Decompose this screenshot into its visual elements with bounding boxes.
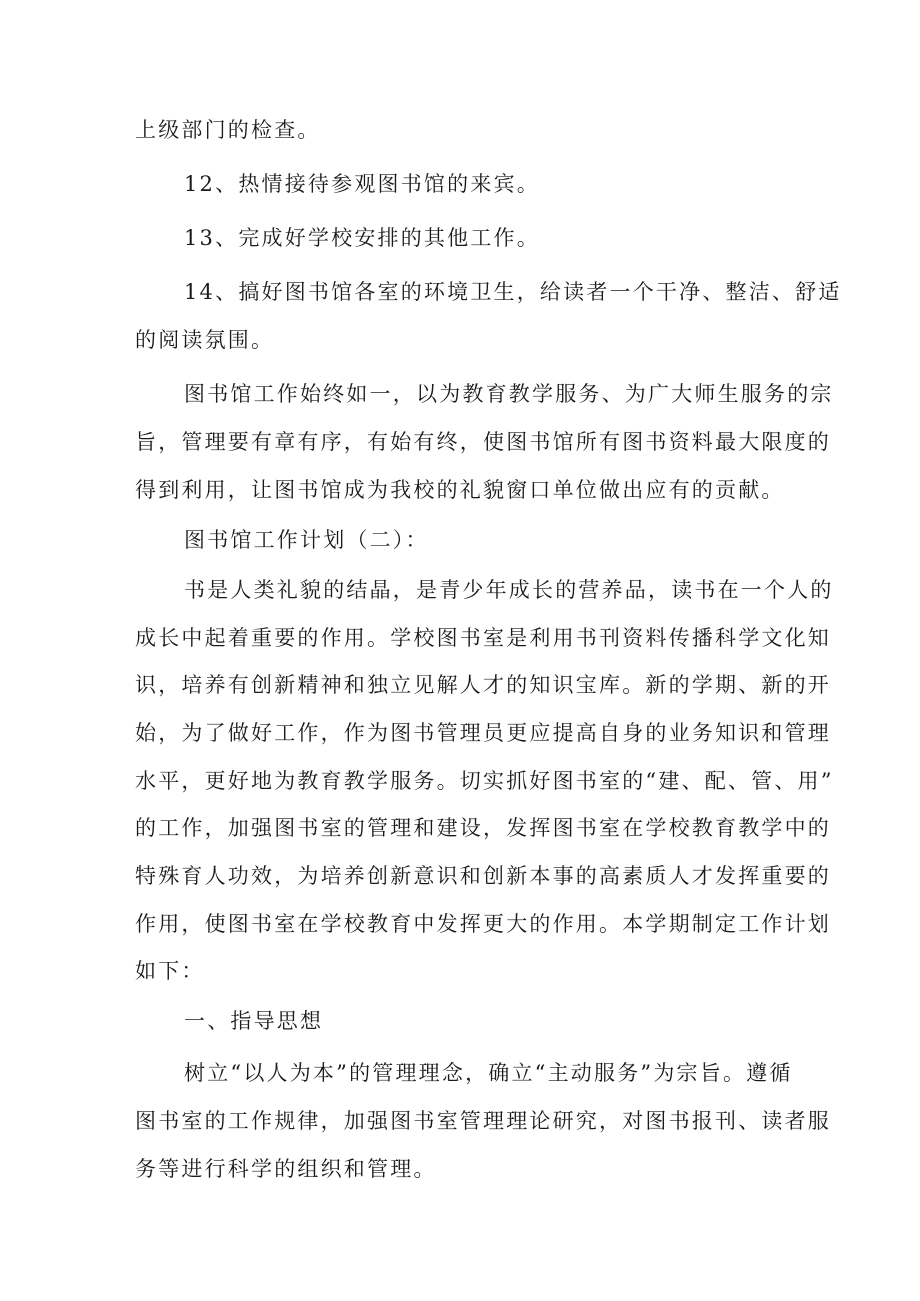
text-line: 始，为了做好工作，作为图书管理员更应提高自身的业务知识和管理: [135, 721, 831, 745]
section-heading: 图书馆工作计划（二）：: [184, 528, 429, 552]
section-heading: 一、指导思想: [184, 1009, 324, 1033]
text-line: 的工作，加强图书室的管理和建设，发挥图书室在学校教育教学中的: [135, 816, 831, 840]
text-line: 水平，更好地为教育教学服务。切实抓好图书室的“建、配、管、用”: [135, 769, 834, 793]
text-line: 成长中起着重要的作用。学校图书室是利用书刊资料传播科学文化知: [135, 626, 831, 650]
text-line: 上级部门的检查。: [135, 118, 321, 142]
text-line: 14、搞好图书馆各室的环境卫生，给读者一个干净、整洁、舒适: [184, 280, 842, 304]
text-line: 作用，使图书室在学校教育中发挥更大的作用。本学期制定工作计划: [135, 912, 831, 936]
text-line: 12、热情接待参观图书馆的来宾。: [184, 172, 540, 196]
text-line: 树立“以人为本”的管理理念，确立“主动服务”为宗旨。遵循: [184, 1061, 793, 1085]
text-line: 得到利用，让图书馆成为我校的礼貌窗口单位做出应有的贡献。: [135, 478, 785, 502]
text-line: 图书馆工作始终如一，以为教育教学服务、为广大师生服务的宗: [184, 382, 834, 406]
text-line: 旨，管理要有章有序，有始有终，使图书馆所有图书资料最大限度的: [135, 430, 831, 454]
text-line: 如下：: [135, 959, 205, 983]
text-line: 13、完成好学校安排的其他工作。: [184, 226, 540, 250]
text-line: 特殊育人功效，为培养创新意识和创新本事的高素质人才发挥重要的: [135, 864, 831, 888]
text-line: 务等进行科学的组织和管理。: [135, 1157, 437, 1181]
text-line: 识，培养有创新精神和独立见解人才的知识宝库。新的学期、新的开: [135, 673, 831, 697]
text-line: 书是人类礼貌的结晶，是青少年成长的营养品，读书在一个人的: [184, 578, 834, 602]
text-line: 图书室的工作规律，加强图书室管理理论研究，对图书报刊、读者服: [135, 1109, 831, 1133]
text-line: 的阅读氛围。: [135, 328, 275, 352]
